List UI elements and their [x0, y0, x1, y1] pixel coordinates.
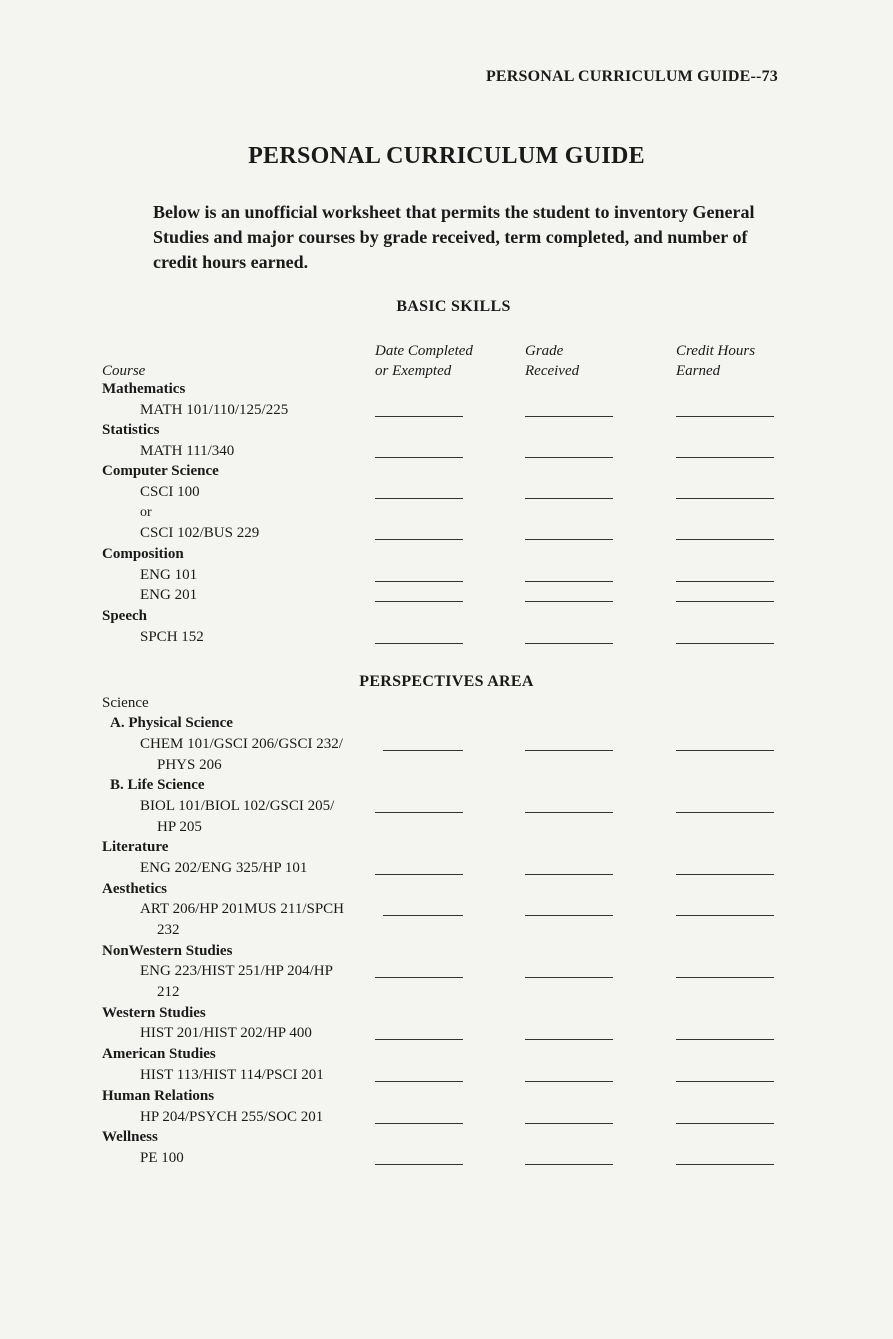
date-blank[interactable]: [383, 915, 463, 916]
course-western: HIST 201/HIST 202/HP 400: [140, 1025, 312, 1041]
date-blank[interactable]: [375, 581, 463, 582]
course-life-science: BIOL 101/BIOL 102/GSCI 205/: [140, 798, 335, 814]
column-header-grade-line2: Received: [525, 363, 580, 379]
page-title: PERSONAL CURRICULUM GUIDE: [248, 143, 645, 169]
date-blank[interactable]: [383, 750, 463, 751]
category-human-relations: Human Relations: [102, 1088, 215, 1104]
credit-blank[interactable]: [676, 1039, 774, 1040]
credit-blank[interactable]: [676, 601, 774, 602]
course-literature: ENG 202/ENG 325/HP 101: [140, 860, 308, 876]
column-header-credit-line2: Earned: [676, 363, 721, 379]
date-blank[interactable]: [375, 1081, 463, 1082]
course-american: HIST 113/HIST 114/PSCI 201: [140, 1067, 324, 1083]
category-computer-science: Computer Science: [102, 463, 219, 479]
category-science: Science: [102, 695, 149, 711]
date-blank[interactable]: [375, 539, 463, 540]
date-blank[interactable]: [375, 416, 463, 417]
credit-blank[interactable]: [676, 1081, 774, 1082]
course-csci-102: CSCI 102/BUS 229: [140, 525, 260, 541]
column-header-credit-line1: Credit Hours: [676, 343, 756, 359]
course-math: MATH 101/110/125/225: [140, 402, 289, 418]
date-blank[interactable]: [375, 457, 463, 458]
credit-blank[interactable]: [676, 457, 774, 458]
credit-blank[interactable]: [676, 1123, 774, 1124]
credit-blank[interactable]: [676, 977, 774, 978]
or-connector: or: [140, 505, 152, 520]
perspectives-heading: PERSPECTIVES AREA: [359, 673, 534, 690]
credit-blank[interactable]: [676, 539, 774, 540]
grade-blank[interactable]: [525, 1039, 613, 1040]
grade-blank[interactable]: [525, 643, 613, 644]
credit-blank[interactable]: [676, 416, 774, 417]
course-eng-201: ENG 201: [140, 587, 198, 603]
course-physical-science-cont: PHYS 206: [157, 757, 222, 773]
course-spch: SPCH 152: [140, 629, 204, 645]
grade-blank[interactable]: [525, 1164, 613, 1165]
category-speech: Speech: [102, 608, 147, 624]
course-csci-100: CSCI 100: [140, 484, 200, 500]
category-composition: Composition: [102, 546, 184, 562]
category-nonwestern-studies: NonWestern Studies: [102, 943, 233, 959]
category-aesthetics: Aesthetics: [102, 881, 167, 897]
category-western-studies: Western Studies: [102, 1005, 206, 1021]
date-blank[interactable]: [375, 812, 463, 813]
course-aesthetics-cont: 232: [157, 922, 180, 938]
grade-blank[interactable]: [525, 539, 613, 540]
grade-blank[interactable]: [525, 874, 613, 875]
date-blank[interactable]: [375, 977, 463, 978]
credit-blank[interactable]: [676, 581, 774, 582]
column-header-date-line2: or Exempted: [375, 363, 452, 379]
course-nonwestern: ENG 223/HIST 251/HP 204/HP: [140, 963, 333, 979]
grade-blank[interactable]: [525, 977, 613, 978]
course-physical-science: CHEM 101/GSCI 206/GSCI 232/: [140, 736, 343, 752]
subcategory-physical-science: A. Physical Science: [110, 715, 233, 731]
intro-paragraph: Below is an unofficial worksheet that permits the student to inventory General Studies and major courses by grade received, term completed, and number of credit hours earned.: [153, 202, 755, 272]
running-head: PERSONAL CURRICULUM GUIDE--73: [485, 68, 778, 85]
course-aesthetics: ART 206/HP 201MUS 211/SPCH: [140, 901, 345, 917]
column-header-grade-line1: Grade: [525, 343, 564, 359]
grade-blank[interactable]: [525, 416, 613, 417]
course-human-relations: HP 204/PSYCH 255/SOC 201: [140, 1109, 324, 1125]
subcategory-life-science: B. Life Science: [110, 777, 205, 793]
grade-blank[interactable]: [525, 581, 613, 582]
course-life-science-cont: HP 205: [157, 819, 202, 835]
date-blank[interactable]: [375, 1123, 463, 1124]
date-blank[interactable]: [375, 874, 463, 875]
grade-blank[interactable]: [525, 750, 613, 751]
course-statistics: MATH 111/340: [140, 443, 235, 459]
date-blank[interactable]: [375, 601, 463, 602]
credit-blank[interactable]: [676, 874, 774, 875]
course-wellness: PE 100: [140, 1150, 184, 1166]
date-blank[interactable]: [375, 643, 463, 644]
credit-blank[interactable]: [676, 498, 774, 499]
category-wellness: Wellness: [102, 1129, 158, 1145]
grade-blank[interactable]: [525, 601, 613, 602]
course-eng-101: ENG 101: [140, 567, 198, 583]
credit-blank[interactable]: [676, 812, 774, 813]
course-nonwestern-cont: 212: [157, 984, 180, 1000]
credit-blank[interactable]: [676, 750, 774, 751]
date-blank[interactable]: [375, 1164, 463, 1165]
grade-blank[interactable]: [525, 498, 613, 499]
credit-blank[interactable]: [676, 1164, 774, 1165]
category-statistics: Statistics: [102, 422, 160, 438]
category-mathematics: Mathematics: [102, 381, 186, 397]
date-blank[interactable]: [375, 498, 463, 499]
basic-skills-heading: BASIC SKILLS: [396, 298, 511, 315]
grade-blank[interactable]: [525, 915, 613, 916]
grade-blank[interactable]: [525, 1123, 613, 1124]
category-literature: Literature: [102, 839, 169, 855]
grade-blank[interactable]: [525, 457, 613, 458]
credit-blank[interactable]: [676, 915, 774, 916]
grade-blank[interactable]: [525, 812, 613, 813]
date-blank[interactable]: [375, 1039, 463, 1040]
credit-blank[interactable]: [676, 643, 774, 644]
column-header-course: Course: [102, 363, 146, 379]
grade-blank[interactable]: [525, 1081, 613, 1082]
column-header-date-line1: Date Completed: [375, 343, 473, 359]
category-american-studies: American Studies: [102, 1046, 216, 1062]
